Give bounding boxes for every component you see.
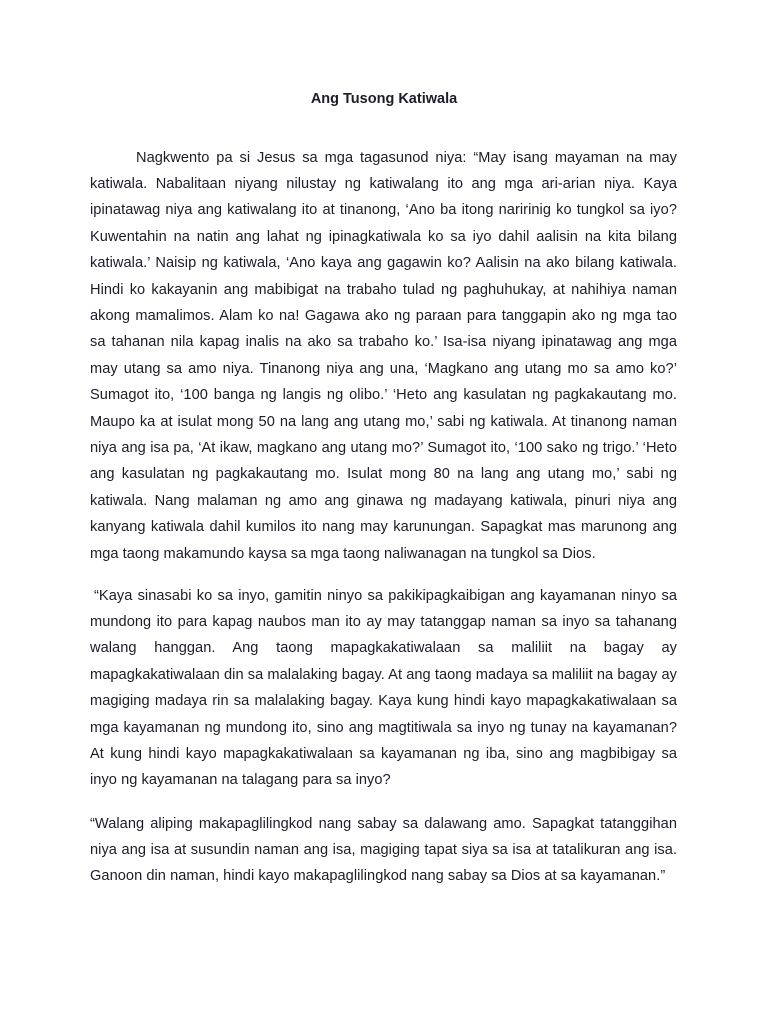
paragraph-2: “Kaya sinasabi ko sa inyo, gamitin ninyo sa pakikipagkaibigan ang kayamanan ninyo sa mundong ito para kapag naubos man ito ay may tatanggap naman sa inyo sa tahanang walang hanggan. Ang taong mapagkakatiwalaan sa maliliit na bagay ay mapagkakatiwalaan din sa malalaking bagay. At ang taong madaya sa maliliit na bagay ay magiging madaya rin sa malalaking bagay. Kaya kung hindi kayo mapagkakatiwalaan sa mga kayamanan ng mundong ito, sino ang magtitiwala sa inyo ng tunay na kayamanan? At kung hindi kayo mapagkakatiwalaan sa kayamanan ng iba, sino ang magbibigay sa inyo ng kayamanan na talagang para sa inyo?: [90, 587, 677, 789]
paragraph-3: “Walang aliping makapaglilingkod nang sabay sa dalawang amo. Sapagkat tatanggihan niya ang isa at susundin naman ang isa, magiging tapat siya sa isa at tatalikuran ang isa. Ganoon din naman, hindi kayo makapaglilingkod nang sabay sa Dios at sa kayamanan.”: [90, 815, 677, 885]
paragraph-1: Nagkwento pa si Jesus sa mga tagasunod niya: “May isang mayaman na may katiwala. Nabalitaan niyang nilustay ng katiwalang ito ang mga ari-arian niya. Kaya ipinatawag niya ang katiwalang ito at tinanong, ‘Ano ba itong naririnig ko tungkol sa iyo? Kuwentahin na natin ang lahat ng ipinagkatiwala ko sa iyo dahil aalisin na kita bilang katiwala.’ Naisip ng katiwala, ‘Ano kaya ang gagawin ko? Aalisin na ako bilang katiwala. Hindi ko kakayanin ang mabibigat na trabaho tulad ng paghuhukay, at nahihiya naman akong mamalimos. Alam ko na! Gagawa ako ng paraan para tanggapin ako ng mga tao sa tahanan nila kapag inalis na ako sa trabaho ko.’ Isa-isa niyang ipinatawag ang mga may utang sa amo niya. Tinanong niya ang una, ‘Magkano ang utang mo sa amo ko?’ Sumagot ito, ‘100 banga ng langis ng olibo.’ ‘Heto ang kasulatan ng pagkakautang mo. Maupo ka at isulat mong 50 na lang ang utang mo,’ sabi ng katiwala. At tinanong naman niya ang isa pa, ‘At ikaw, magkano ang utang mo?’ Sumagot ito, ‘100 sako ng trigo.’ ‘Heto ang kasulatan ng pagkakautang mo. Isulat mong 80 na lang ang utang mo,’ sabi ng katiwala. Nang malaman ng amo ang ginawa ng madayang katiwala, pinuri niya ang kanyang katiwala dahil kumilos ito nang may karunungan. Sapagkat mas marunong ang mga taong makamundo kaysa sa mga taong naliwanagan na tungkol sa Dios.: [90, 149, 677, 562]
document-title: Ang Tusong Katiwala: [310, 91, 458, 107]
